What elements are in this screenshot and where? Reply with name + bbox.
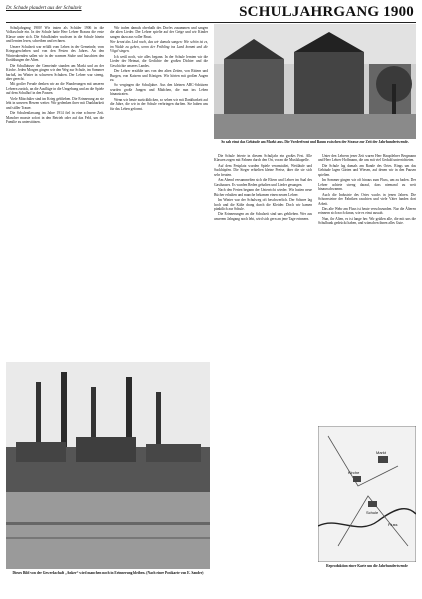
paragraph: Die Schulentlassung im Jahre 1914 fiel in eine schwere Zeit. Mancher musste sofort in den Betrieb oder auf das Feld, um die Familie zu unterstützen.	[6, 111, 104, 125]
map-label: Kirche	[348, 470, 360, 475]
paragraph: Im Sommer gingen wir oft hinaus zum Fluss, um zu baden. Der Lehrer achtete streng darauf, dass niemand zu weit hinausschwamm.	[318, 178, 416, 192]
article-column-2	[110, 26, 208, 384]
paragraph: Schuljahrgang 1900! Wir traten als Schüler 1906 in die Volksschule ein. In der Schule hatte Herr Lehrer Brauns die erste Klasse unter sich. Die Schulkinder wuchsen in die Schule hinein und lernten lesen, schreiben und rechnen.	[6, 26, 104, 44]
map-label: Fluss	[388, 522, 398, 527]
paragraph: So vergingen die Schuljahre. Aus den kleinen ABC-Schützen wurden große Jungen und Mädchen, die nun ins Leben hinaustraten.	[110, 83, 208, 97]
paragraph: Am Abend versammelten sich die Eltern und Lehrer im Saal des Gasthauses. Es wurden Reden gehalten und Lieder gesungen.	[214, 178, 312, 187]
paragraph: Im Winter war der Schulweg oft beschwerlich. Der Schnee lag hoch und die Kälte drang durch die Kleider. Doch wir kamen pünktlich zur Schule.	[214, 198, 312, 211]
paragraph: Nach den Ferien begann der Unterricht wieder. Wir hatten neue Bücher erhalten und manche bekamen einen neuen Lehrer.	[214, 188, 312, 197]
paragraph: Das alte Wehr am Fluss ist heute verschwunden. Nur die Älteren erinnern sich noch daran, wie es einst aussah.	[318, 206, 416, 216]
paragraph: Viele Mitschüler sind im Krieg geblieben. Die Erinnerung an sie lebt in unseren Herzen weiter. Wir gedenken ihrer mit Dankbarkeit und stiller Trauer.	[6, 96, 104, 110]
kicker-line: Dr. Schade plaudert aus der Schulzeit	[6, 6, 82, 11]
paragraph: Mit großer Freude denken wir an die Wanderungen mit unseren Lehrern zurück, an die Ausflüge in die Umgebung und an die Spiele auf dem Schulhof in den Pausen.	[6, 82, 104, 96]
factory-photo	[6, 362, 210, 569]
headline: SCHULJAHRGANG 1900	[239, 4, 414, 20]
article-column-4	[318, 154, 416, 424]
map-label: Markt	[376, 450, 386, 455]
newspaper-page	[6, 4, 416, 595]
building-photo	[214, 24, 416, 139]
paragraph: Ich weiß noch, wie alles begann. In der Schule lernten wir die Lieder der Heimat, die Gedichte der großen Dichter und die Geschichte unseres Landes.	[110, 54, 208, 68]
paragraph: Unter den Lehrern jener Zeit waren Herr Hauptlehrer Bergmann und Herr Lehrer Hoffmann, die uns mit viel Geduld unterrichteten.	[318, 154, 416, 163]
map-caption: Reproduktion einer Karte um die Jahrhundertwende	[326, 564, 408, 568]
paragraph: Die Erinnerungen an die Schulzeit sind uns geblieben. Wer aus unserem Jahrgang noch lebt, wird sich gern an jene Tage erinnern.	[214, 212, 312, 221]
paragraph: Die Schule lag damals am Rande des Ortes. Rings um das Gebäude lagen Gärten und Wiesen, auf denen wir in den Pausen spielten.	[318, 163, 416, 177]
paragraph: Der Lehrer erzählte uns von den alten Zeiten, von Rittern und Burgen, von Kaisern und Königen. Wir hörten mit großen Augen zu.	[110, 69, 208, 82]
paragraph: Auf dem Festplatz wurden Spiele veranstaltet, Wettläufe und Sackhüpfen. Die Sieger erhielten kleine Preise, über die sie sich sehr freuten.	[214, 163, 312, 177]
header-rule	[6, 22, 416, 23]
article-column-3	[214, 154, 312, 502]
paragraph: Nun, ihr Alten, es ist lange her. Wir grüßen alle, die mit uns die Schulbank gedrückt haben, und wünschen ihnen alles Gute.	[318, 216, 416, 226]
paragraph: Unsere Schulzeit war erfüllt vom Leben in der Gemeinde, vom Kriegsgeschehen und von den Festen des Jahres. An den Winterabenden saßen wir in der warmen Stube und lauschten den Erzählungen der Alten.	[6, 44, 104, 63]
paragraph: Wenn wir heute zurückblicken, so sehen wir mit Dankbarkeit auf die Jahre, die wir in der Schule verbringen durften. Sie haben uns für das Leben geformt.	[110, 97, 208, 111]
town-map	[318, 426, 416, 562]
paragraph: Auch die Industrie des Ortes wuchs in jenen Jahren. Die Schornsteine der Fabriken rauchten und viele Väter fanden dort Arbeit.	[318, 192, 416, 206]
top-photo-caption: So sah einst das Gebäude am Markt aus. Die Vorderfront und Baum zwischen der Strasse zur Zeit der Jahrhundertwende.	[221, 140, 409, 144]
paragraph: Wir trafen damals oberhalb des Dorfes zusammen und sangen die alten Lieder. Der Lehrer spielte auf der Geige und wir Kinder sangen dazu aus voller Brust.	[110, 26, 208, 39]
article-column-1	[6, 26, 104, 359]
paragraph: Die Schulhäuser der Gemeinde standen am Markt und an der Kirche. Jeden Morgen gingen wir den Weg zur Schule, im Sommer barfuß, im Winter in schweren Schuhen. Der Lehrer war streng, aber gerecht.	[6, 63, 104, 81]
bottom-photo-caption: Dieses Bild von der Gewerkschaft „Anker“ wird manchen noch in Erinnerung bleiben. (Nach einer Postkarte von E. Sander)	[12, 571, 204, 575]
paragraph: Die Schule feierte in diesem Schuljahr ein großes Fest. Alle Klassen zogen mit Fahnen durch den Ort, voran die Musikkapelle.	[214, 154, 312, 163]
poem-stanza: Wer kennt das Lied noch, das wir damals sangen: Wie schön ist es, im Walde zu gehen, wenn der Frühling ins Land kommt und die Vögel singen.	[110, 40, 208, 54]
map-label: Schule	[366, 510, 379, 515]
